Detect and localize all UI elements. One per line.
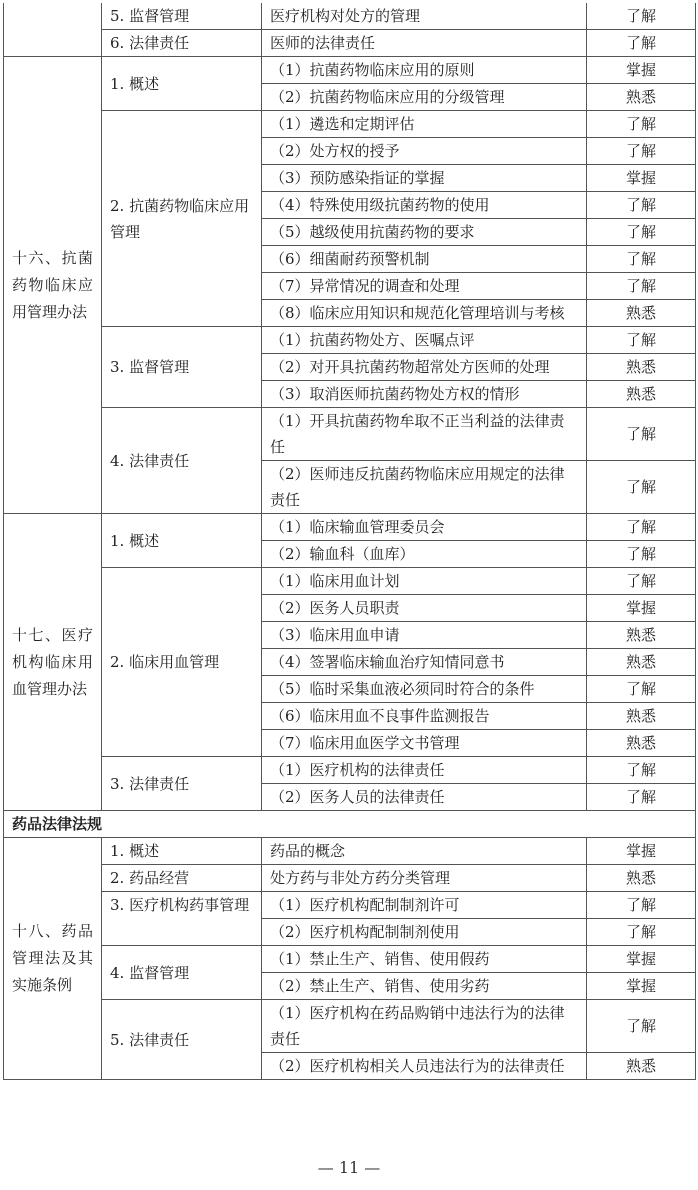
level-cell: 熟悉	[587, 354, 696, 381]
level-cell: 了解	[587, 273, 696, 300]
level-cell: 了解	[587, 757, 696, 784]
level-cell: 了解	[587, 514, 696, 541]
table-row	[4, 946, 696, 973]
level-cell: 掌握	[587, 838, 696, 865]
item-cell: （2）对开具抗菌药物超常处方医师的处理	[262, 354, 587, 381]
item-cell: （3）取消医师抗菌药物处方权的情形	[262, 381, 587, 408]
level-cell: 了解	[587, 3, 696, 30]
level-cell: 熟悉	[587, 703, 696, 730]
item-cell: （3）临床用血申请	[262, 622, 587, 649]
table-row	[4, 327, 696, 354]
unit-cell: 十七、医疗机构临床用血管理办法	[4, 514, 102, 811]
level-cell: 熟悉	[587, 649, 696, 676]
level-cell: 熟悉	[587, 300, 696, 327]
item-cell: （8）临床应用知识和规范化管理培训与考核	[262, 300, 587, 327]
level-cell: 熟悉	[587, 622, 696, 649]
subunit-cell: 1. 概述	[102, 838, 262, 865]
table-row	[4, 408, 696, 461]
level-cell: 了解	[587, 919, 696, 946]
subunit-cell: 2. 临床用血管理	[102, 568, 262, 757]
table-row	[4, 111, 696, 138]
level-cell: 掌握	[587, 973, 696, 1000]
subunit-cell: 1. 概述	[102, 57, 262, 111]
subunit-cell: 4. 监督管理	[102, 946, 262, 1000]
level-cell: 熟悉	[587, 381, 696, 408]
item-cell: （4）签署临床输血治疗知情同意书	[262, 649, 587, 676]
item-cell: （5）越级使用抗菌药物的要求	[262, 219, 587, 246]
item-cell: （6）细菌耐药预警机制	[262, 246, 587, 273]
level-cell: 熟悉	[587, 84, 696, 111]
item-cell: （1）禁止生产、销售、使用假药	[262, 946, 587, 973]
level-cell: 了解	[587, 892, 696, 919]
level-cell: 了解	[587, 138, 696, 165]
table-row	[4, 57, 696, 84]
item-cell: （7）临床用血医学文书管理	[262, 730, 587, 757]
table-row	[4, 514, 696, 541]
unit-cell: 十六、抗菌药物临床应用管理办法	[4, 57, 102, 514]
level-cell: 了解	[587, 784, 696, 811]
item-cell: （2）医师违反抗菌药物临床应用规定的法律责任	[262, 461, 587, 514]
table-row	[4, 865, 696, 892]
item-cell: （1）医疗机构在药品购销中违法行为的法律责任	[262, 1000, 587, 1053]
table-row	[4, 3, 696, 30]
item-cell: （2）医疗机构配制制剂使用	[262, 919, 587, 946]
level-cell: 熟悉	[587, 730, 696, 757]
item-cell: （2）处方权的授予	[262, 138, 587, 165]
item-cell: （1）医疗机构的法律责任	[262, 757, 587, 784]
item-cell: （1）临床输血管理委员会	[262, 514, 587, 541]
item-cell: 药品的概念	[262, 838, 587, 865]
level-cell: 掌握	[587, 595, 696, 622]
item-cell: 医师的法律责任	[262, 30, 587, 57]
subunit-cell: 2. 抗菌药物临床应用管理	[102, 111, 262, 327]
item-cell: （3）预防感染指证的掌握	[262, 165, 587, 192]
table-row	[4, 568, 696, 595]
subunit-cell: 3. 医疗机构药事管理	[102, 892, 262, 946]
subunit-cell: 4. 法律责任	[102, 408, 262, 514]
section-header-row	[4, 811, 696, 838]
syllabus-table	[3, 3, 696, 1080]
level-cell: 了解	[587, 1000, 696, 1053]
item-cell: （1）医疗机构配制制剂许可	[262, 892, 587, 919]
item-cell: （2）禁止生产、销售、使用劣药	[262, 973, 587, 1000]
subunit-cell: 2. 药品经营	[102, 865, 262, 892]
item-cell: （2）医务人员职责	[262, 595, 587, 622]
level-cell: 熟悉	[587, 865, 696, 892]
subunit-cell: 6. 法律责任	[102, 30, 262, 57]
table-row	[4, 892, 696, 919]
level-cell: 掌握	[587, 946, 696, 973]
subunit-cell: 3. 法律责任	[102, 757, 262, 811]
item-cell: 处方药与非处方药分类管理	[262, 865, 587, 892]
item-cell: （7）异常情况的调查和处理	[262, 273, 587, 300]
item-cell: （5）临时采集血液必须同时符合的条件	[262, 676, 587, 703]
subunit-cell: 1. 概述	[102, 514, 262, 568]
level-cell: 熟悉	[587, 1053, 696, 1080]
item-cell: （2）医疗机构相关人员违法行为的法律责任	[262, 1053, 587, 1080]
level-cell: 了解	[587, 111, 696, 138]
page-number: — 11 —	[317, 1158, 381, 1177]
level-cell: 了解	[587, 219, 696, 246]
level-cell: 掌握	[587, 57, 696, 84]
table-row	[4, 30, 696, 57]
level-cell: 了解	[587, 30, 696, 57]
item-cell: 医疗机构对处方的管理	[262, 3, 587, 30]
item-cell: （1）抗菌药物处方、医嘱点评	[262, 327, 587, 354]
subunit-cell: 5. 法律责任	[102, 1000, 262, 1080]
subunit-cell: 3. 监督管理	[102, 327, 262, 408]
level-cell: 了解	[587, 192, 696, 219]
item-cell: （6）临床用血不良事件监测报告	[262, 703, 587, 730]
section-title: 药品法律法规	[4, 811, 696, 838]
item-cell: （2）抗菌药物临床应用的分级管理	[262, 84, 587, 111]
item-cell: （1）开具抗菌药物牟取不正当利益的法律责任	[262, 408, 587, 461]
level-cell: 了解	[587, 568, 696, 595]
table-row	[4, 1000, 696, 1053]
item-cell: （1）抗菌药物临床应用的原则	[262, 57, 587, 84]
item-cell: （2）输血科（血库）	[262, 541, 587, 568]
level-cell: 了解	[587, 676, 696, 703]
item-cell: （4）特殊使用级抗菌药物的使用	[262, 192, 587, 219]
level-cell: 了解	[587, 408, 696, 461]
item-cell: （1）遴选和定期评估	[262, 111, 587, 138]
level-cell: 了解	[587, 327, 696, 354]
item-cell: （2）医务人员的法律责任	[262, 784, 587, 811]
level-cell: 了解	[587, 541, 696, 568]
item-cell: （1）临床用血计划	[262, 568, 587, 595]
level-cell: 了解	[587, 461, 696, 514]
unit-cell: 十八、药品管理法及其实施条例	[4, 838, 102, 1080]
unit-cell-empty	[4, 3, 102, 57]
subunit-cell: 5. 监督管理	[102, 3, 262, 30]
table-row	[4, 838, 696, 865]
level-cell: 了解	[587, 246, 696, 273]
table-row	[4, 757, 696, 784]
level-cell: 掌握	[587, 165, 696, 192]
